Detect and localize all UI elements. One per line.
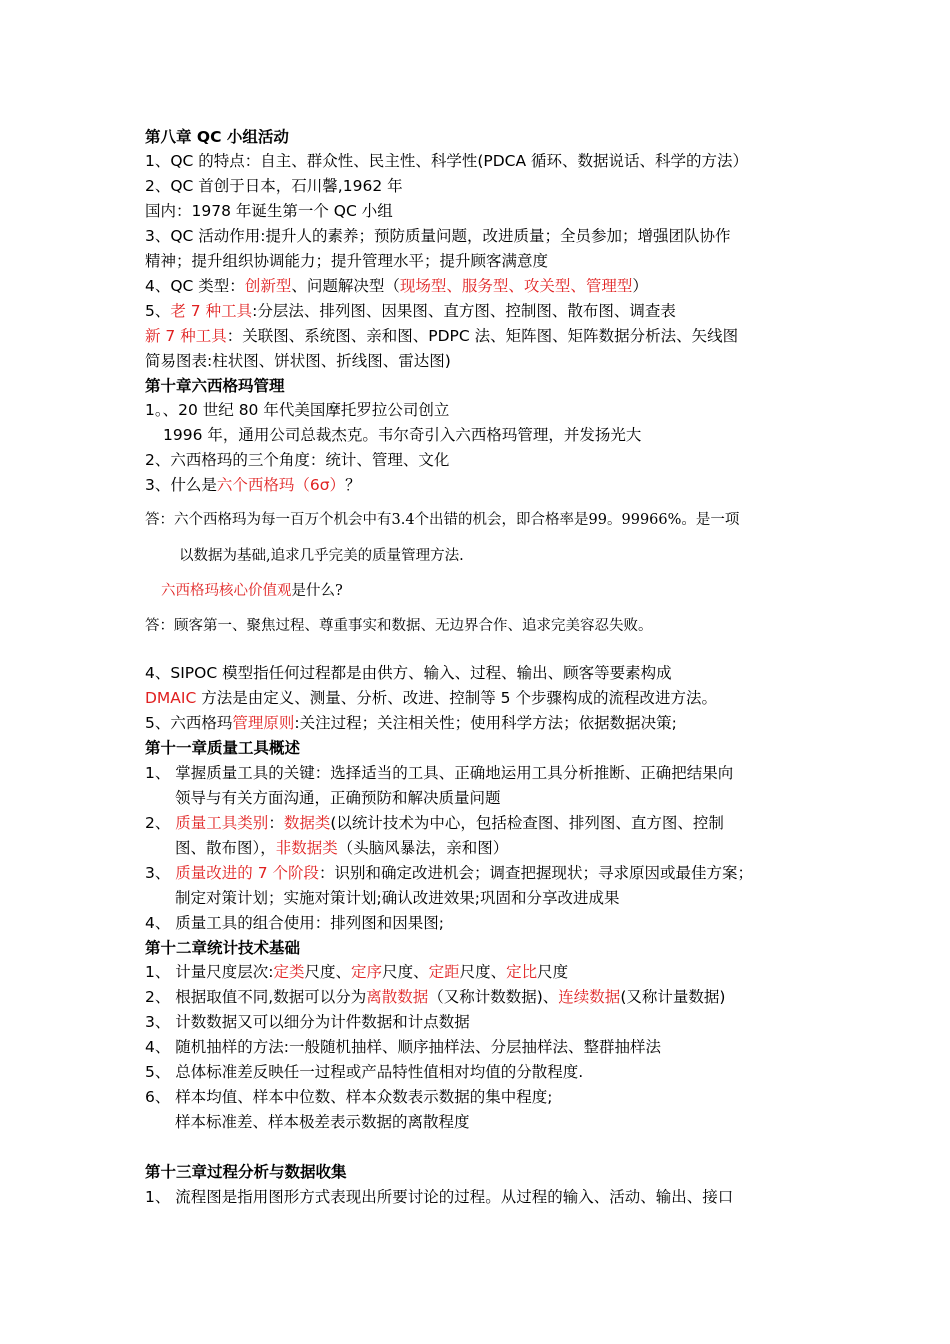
text-line <box>175 1112 470 1132</box>
text-segment: 国内：1978 年诞生第一个 QC 小组 <box>145 202 393 220</box>
chapter-heading <box>145 1162 347 1182</box>
text-segment: 1。、20 世纪 80 年代美国摩托罗拉公司创立 <box>145 401 450 419</box>
text-segment: :分层法、排列图、因果图、直方图、控制图、散布图、调查表 <box>252 302 676 320</box>
text-segment: 2、QC 首创于日本，石川馨,1962 年 <box>145 177 403 195</box>
text-segment: 尺度、 <box>382 963 429 981</box>
text-segment: 第十章六西格玛管理 <box>145 377 285 395</box>
text-segment: ） <box>632 277 648 295</box>
text-line <box>145 987 725 1007</box>
text-line <box>179 546 464 566</box>
text-segment: 2、六西格玛的三个角度：统计、管理、文化 <box>145 451 450 469</box>
text-segment: 第八章 QC 小组活动 <box>145 128 289 146</box>
text-line <box>145 863 753 883</box>
text-line <box>145 201 393 221</box>
text-segment: 5、 总体标准差反映任一过程或产品特性值相对均值的分散程度. <box>145 1063 584 1081</box>
text-segment: 5、 <box>145 302 171 320</box>
text-line <box>145 1037 661 1057</box>
text-line <box>145 913 444 933</box>
text-line <box>145 1187 733 1207</box>
highlighted-term: 六西格玛核心价值观 <box>161 583 292 599</box>
text-segment: 精神；提升组织协调能力；提升管理水平；提升顾客满意度 <box>145 252 549 270</box>
text-line <box>145 510 739 530</box>
text-segment: :关注过程；关注相关性；使用科学方法；依据数据决策; <box>294 714 677 732</box>
highlighted-term: 老 7 种工具 <box>170 302 253 320</box>
text-segment: 是什么? <box>291 583 343 599</box>
chapter-heading <box>145 738 300 758</box>
text-line <box>145 763 733 783</box>
text-line <box>145 450 449 470</box>
text-segment: 样本标准差、样本极差表示数据的离散程度 <box>175 1113 470 1131</box>
highlighted-term: 连续数据 <box>558 988 621 1006</box>
text-line <box>145 226 731 246</box>
text-line <box>163 425 641 445</box>
text-line <box>145 663 672 683</box>
text-segment: 尺度 <box>537 963 569 981</box>
highlighted-term: 非数据类 <box>275 839 338 857</box>
text-segment: 领导与有关方面沟通，正确预防和解决质量问题 <box>175 789 501 807</box>
text-line <box>145 1012 470 1032</box>
text-segment: 1、 掌握质量工具的关键：选择适当的工具、正确地运用工具分析推断、正确把结果向 <box>145 764 734 782</box>
text-segment: 1、QC 的特点：自主、群众性、民主性、科学性(PDCA 循环、数据说话、科学的方法） <box>145 152 748 170</box>
text-segment: 方法是由定义、测量、分析、改进、控制等 5 个步骤构成的流程改进方法。 <box>196 689 717 707</box>
text-segment: 图、散布图）， <box>175 839 276 857</box>
text-line <box>145 813 724 833</box>
text-line <box>145 962 568 982</box>
text-segment: ：识别和确定改进机会；调查把握现状；寻求原因或最佳方案； <box>319 864 754 882</box>
text-line <box>145 1062 583 1082</box>
text-segment: 6、 样本均值、样本中位数、样本众数表示数据的集中程度; <box>145 1088 553 1106</box>
text-segment: 3、QC 活动作用:提升人的素养；预防质量问题，改进质量；全员参加；增强团队协作 <box>145 227 731 245</box>
text-segment: 3、 <box>145 864 176 882</box>
text-segment: ：关联图、系统图、亲和图、PDPC 法、矩阵图、矩阵数据分析法、矢线图 <box>226 327 739 345</box>
text-line <box>175 788 501 808</box>
text-segment: 2、 根据取值不同,数据可以分为 <box>145 988 367 1006</box>
highlighted-term: 定距 <box>428 963 460 981</box>
text-line <box>175 888 619 908</box>
text-segment: （头脑风暴法，亲和图） <box>337 839 509 857</box>
text-line <box>145 326 738 346</box>
highlighted-term: 现场型、服务型、攻关型、管理型 <box>399 277 633 295</box>
highlighted-term: 数据类 <box>283 814 331 832</box>
text-line <box>145 176 403 196</box>
highlighted-term: 定类 <box>273 963 305 981</box>
text-segment: 第十二章统计技术基础 <box>145 939 301 957</box>
chapter-heading <box>145 376 285 396</box>
chapter-heading <box>145 127 289 147</box>
text-line <box>145 616 653 636</box>
text-line <box>145 301 676 321</box>
text-line <box>145 1087 553 1107</box>
text-line <box>145 276 648 296</box>
text-segment: （又称计数数据)、 <box>428 988 559 1006</box>
text-segment: 尺度、 <box>459 963 507 981</box>
text-line <box>145 151 748 171</box>
text-segment: ？ <box>345 476 361 494</box>
text-segment: 1、 计量尺度层次: <box>145 963 274 981</box>
text-segment: 3、什么是 <box>145 476 217 494</box>
text-segment: 、问题解决型（ <box>291 277 400 295</box>
text-segment: (以统计技术为中心，包括检查图、排列图、直方图、控制 <box>330 814 724 832</box>
text-line <box>145 400 449 420</box>
text-segment: 4、QC 类型： <box>145 277 245 295</box>
text-segment: 以数据为基础,追求几乎完美的质量管理方法. <box>179 548 464 564</box>
highlighted-term: 创新型 <box>244 277 292 295</box>
text-segment: 1、 流程图是指用图形方式表现出所要讨论的过程。从过程的输入、活动、输出、接口 <box>145 1188 734 1206</box>
text-segment: 答：六个西格玛为每一百万个机会中有3.4个出错的机会，即合格率是99。99966%。是一项 <box>145 512 740 528</box>
highlighted-term: 管理原则 <box>232 714 295 732</box>
text-segment: (又称计量数据) <box>620 988 726 1006</box>
text-segment: 4、 质量工具的组合使用：排列图和因果图; <box>145 914 445 932</box>
text-segment: 2、 <box>145 814 176 832</box>
highlighted-term: 质量工具类别 <box>175 814 269 832</box>
highlighted-term: DMAIC <box>145 689 197 707</box>
text-segment: 制定对策计划；实施对策计划;确认改进效果;巩固和分享改进成果 <box>175 889 620 907</box>
highlighted-term: 新 7 种工具 <box>145 327 227 345</box>
text-segment: 第十一章质量工具概述 <box>145 739 301 757</box>
text-segment: 答：顾客第一、聚焦过程、尊重事实和数据、无边界合作、追求完美容忍失败。 <box>145 618 653 634</box>
text-segment: ： <box>268 814 284 832</box>
text-line <box>145 251 548 271</box>
text-segment: 3、 计数数据又可以细分为计件数据和计点数据 <box>145 1013 470 1031</box>
text-segment: 4、SIPOC 模型指任何过程都是由供方、输入、过程、输出、顾客等要素构成 <box>145 664 672 682</box>
chapter-heading <box>145 938 300 958</box>
highlighted-term: 六个西格玛（6σ） <box>216 476 346 494</box>
text-line <box>161 581 343 601</box>
text-line <box>145 713 677 733</box>
text-segment: 4、 随机抽样的方法:一般随机抽样、顺序抽样法、分层抽样法、整群抽样法 <box>145 1038 662 1056</box>
text-line <box>145 688 717 708</box>
text-line <box>175 838 508 858</box>
highlighted-term: 定序 <box>351 963 383 981</box>
highlighted-term: 定比 <box>506 963 538 981</box>
text-segment: 尺度、 <box>304 963 352 981</box>
text-line <box>145 475 361 495</box>
text-line <box>145 351 451 371</box>
text-segment: 1996 年，通用公司总裁杰克。韦尔奇引入六西格玛管理，并发扬光大 <box>163 426 642 444</box>
text-segment: 简易图表:柱状图、饼状图、折线图、雷达图) <box>145 352 451 370</box>
highlighted-term: 质量改进的 7 个阶段 <box>175 864 320 882</box>
text-segment: 5、六西格玛 <box>145 714 233 732</box>
text-segment: 第十三章过程分析与数据收集 <box>145 1163 347 1181</box>
highlighted-term: 离散数据 <box>366 988 429 1006</box>
